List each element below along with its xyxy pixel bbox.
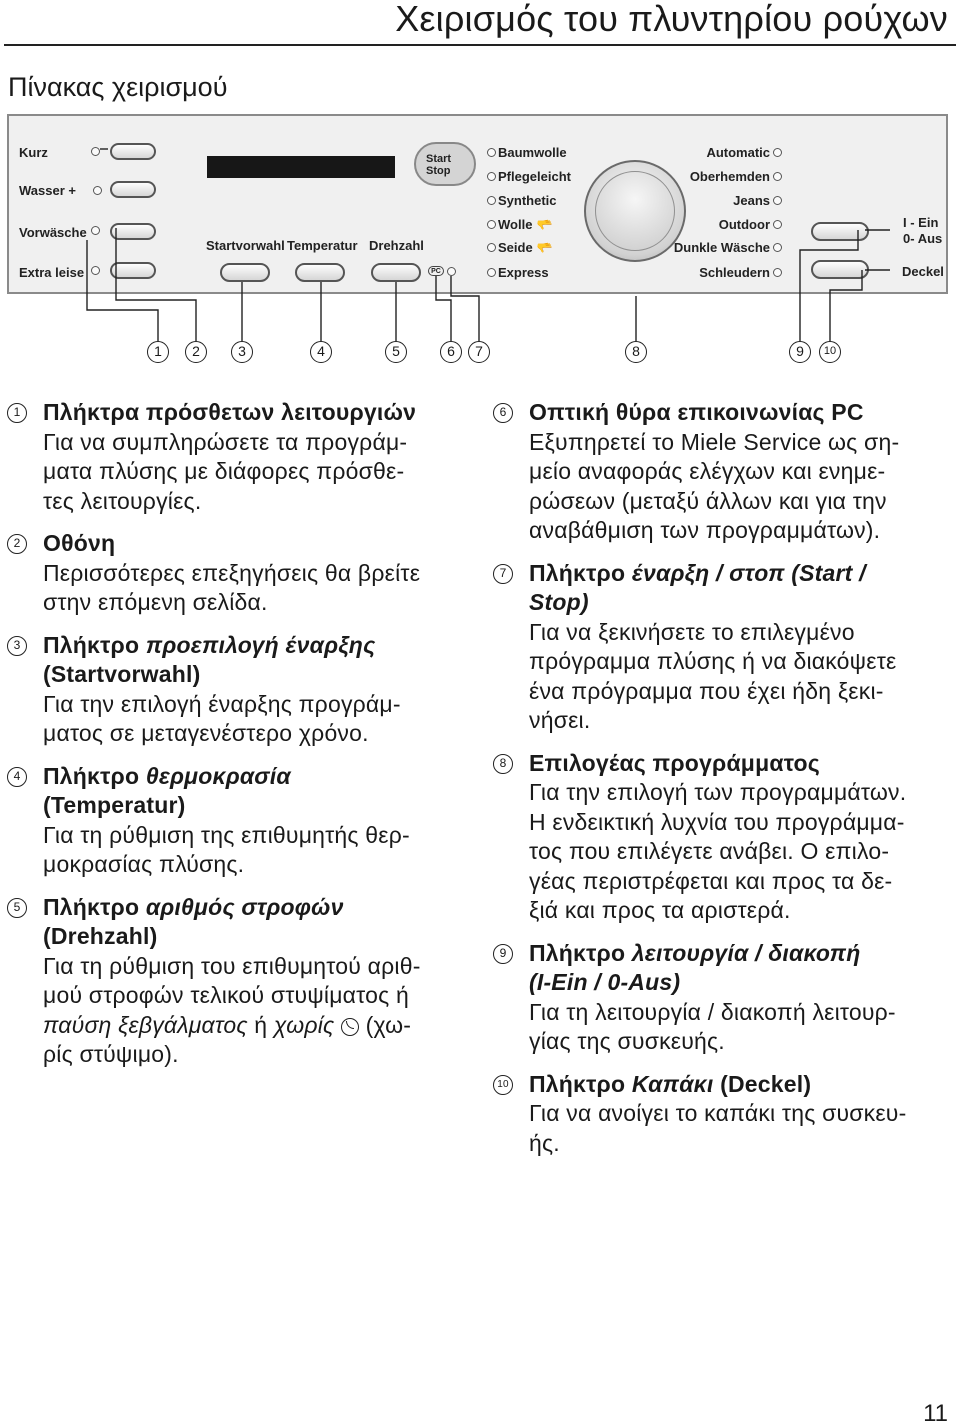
label-temperatur: Temperatur bbox=[287, 238, 358, 253]
item-desc-line: Για την επιλογή των προγραμμάτων. bbox=[529, 779, 907, 805]
callout-9: 9 bbox=[789, 341, 811, 363]
label-kurz: Kurz bbox=[19, 145, 48, 160]
led-vorwaesche bbox=[91, 226, 100, 235]
led-extra-leise bbox=[91, 266, 100, 275]
item-title-suffix: (Deckel) bbox=[713, 1070, 812, 1097]
program-automatic: Automatic bbox=[706, 145, 770, 160]
item-desc-line: τος που επιλέγετε ανάβει. Ο επιλο- bbox=[529, 838, 890, 864]
item-desc-line: ματος σε μεταγενέστερο χρόνο. bbox=[43, 720, 369, 746]
led-automatic bbox=[773, 148, 782, 157]
drehzahl-button[interactable] bbox=[371, 263, 421, 282]
item-number: 8 bbox=[493, 754, 513, 774]
item-title: Πλήκτρα πρόσθετων λειτουργιών bbox=[43, 399, 417, 425]
program-pflegeleicht: Pflegeleicht bbox=[498, 169, 571, 184]
item-title-sub: (Startvorwahl) bbox=[43, 661, 201, 687]
item-desc-line: Εξυπηρετεί το Miele Service ως ση- bbox=[529, 428, 900, 455]
program-seide-row bbox=[498, 240, 553, 256]
page-header-title: Χειρισμός του πλυντηρίου ρούχων bbox=[395, 0, 948, 39]
item-desc-italic: χωρίς bbox=[273, 1011, 335, 1038]
handwash-icon: 🫳 bbox=[536, 240, 553, 255]
item-title bbox=[43, 893, 437, 923]
led-express bbox=[487, 268, 496, 277]
description-item-8 bbox=[493, 749, 923, 926]
start-stop-button[interactable] bbox=[414, 142, 476, 186]
led-baumwolle bbox=[487, 148, 496, 157]
item-desc-line: Για να συμπληρώσετε τα προγράμ- bbox=[43, 428, 408, 455]
description-item-7 bbox=[493, 559, 923, 736]
label-drehzahl: Drehzahl bbox=[369, 238, 424, 253]
item-number: 7 bbox=[493, 564, 513, 584]
power-on-label: I - Ein bbox=[903, 215, 939, 230]
item-title: Επιλογέας προγράμματος bbox=[529, 749, 820, 776]
item-desc-line: ένα πρόγραμμα που έχει ήδη ξεκι- bbox=[529, 677, 884, 704]
item-desc-line: Για τη ρύθμιση του επιθυμητού αριθ- bbox=[43, 952, 421, 979]
item-desc-line: μείο αναφοράς ελέγχων και ενημε- bbox=[529, 458, 886, 484]
item-title-prefix: Πλήκτρο bbox=[529, 939, 632, 966]
descriptions-left-column bbox=[7, 398, 437, 1083]
item-desc-line: τες λειτουργίες. bbox=[43, 487, 202, 514]
led-wolle bbox=[487, 220, 496, 229]
item-title-sub: (Drehzahl) bbox=[43, 923, 158, 949]
item-number: 4 bbox=[7, 767, 27, 787]
label-wasser-plus: Wasser + bbox=[19, 183, 76, 198]
item-desc-line: ής. bbox=[529, 1129, 560, 1156]
item-title-prefix: Πλήκτρο bbox=[43, 631, 146, 658]
descriptions-right-column bbox=[493, 398, 923, 1171]
callout-2: 2 bbox=[185, 341, 207, 363]
page-number: 11 bbox=[923, 1400, 948, 1427]
item-desc-line: γέας περιστρέφεται και προς τα δε- bbox=[529, 867, 893, 894]
item-desc-line: Για να ανοίγει το καπάκι της συσκευ- bbox=[529, 1100, 907, 1126]
item-desc-line: αναβάθμιση των προγραμμάτων). bbox=[529, 517, 881, 543]
item-desc-line: ρίς στύψιμο). bbox=[43, 1041, 179, 1067]
label-startvorwahl: Startvorwahl bbox=[206, 238, 285, 253]
start-label: Start bbox=[426, 153, 452, 165]
led-outdoor bbox=[773, 220, 782, 229]
deckel-label: Deckel bbox=[902, 264, 944, 279]
item-desc-line bbox=[43, 1011, 437, 1041]
item-desc-line: ξιά και προς τα αριστερά. bbox=[529, 897, 791, 923]
program-express: Express bbox=[498, 265, 549, 280]
label-extra-leise: Extra leise bbox=[19, 265, 85, 280]
program-wolle-row bbox=[498, 217, 553, 233]
program-seide: Seide bbox=[498, 240, 533, 255]
item-title: Οθόνη bbox=[43, 530, 116, 556]
item-title-italic: έναρξη / στοπ (Start / bbox=[631, 559, 866, 586]
item-title-sub: Stop) bbox=[529, 589, 589, 615]
item-desc-line: Περισσότερες επεξηγήσεις θα βρείτε bbox=[43, 559, 421, 586]
program-synthetic: Synthetic bbox=[498, 193, 557, 208]
item-desc-line: Για την επιλογή έναρξης προγράμ- bbox=[43, 690, 401, 717]
callout-4: 4 bbox=[310, 341, 332, 363]
power-button[interactable] bbox=[811, 222, 869, 241]
description-item-2 bbox=[7, 529, 437, 618]
callout-8: 8 bbox=[625, 341, 647, 363]
kurz-button[interactable] bbox=[110, 143, 156, 160]
item-desc-line: ρώσεων (μεταξύ άλλων και για την bbox=[529, 487, 887, 514]
extra-leise-button[interactable] bbox=[110, 262, 156, 279]
program-oberhemden: Oberhemden bbox=[689, 169, 770, 184]
program-dunkle-waesche: Dunkle Wäsche bbox=[673, 240, 770, 255]
description-item-4 bbox=[7, 762, 437, 880]
item-title-prefix: Πλήκτρο bbox=[43, 893, 146, 920]
item-desc-text: ή bbox=[247, 1011, 274, 1038]
description-item-3 bbox=[7, 631, 437, 749]
program-wolle: Wolle bbox=[498, 217, 533, 232]
item-number: 1 bbox=[7, 403, 27, 423]
item-title-sub: (Temperatur) bbox=[43, 792, 186, 818]
led-oberhemden bbox=[773, 172, 782, 181]
startvorwahl-button[interactable] bbox=[220, 263, 270, 282]
section-title: Πίνακας χειρισμού bbox=[8, 72, 228, 102]
deckel-button[interactable] bbox=[811, 260, 869, 279]
item-desc-text: (χω- bbox=[359, 1011, 412, 1038]
description-item-6 bbox=[493, 398, 923, 546]
item-title-prefix: Πλήκτρο bbox=[43, 762, 146, 789]
item-desc-line: μοκρασίας πλύσης. bbox=[43, 851, 245, 877]
item-desc-line: νήσει. bbox=[529, 707, 591, 733]
pc-port-icon: PC bbox=[428, 266, 444, 276]
item-number: 3 bbox=[7, 636, 27, 656]
program-selector-knob[interactable] bbox=[595, 171, 675, 251]
led-pflegeleicht bbox=[487, 172, 496, 181]
program-selector-dial[interactable] bbox=[584, 160, 686, 262]
program-schleudern: Schleudern bbox=[699, 265, 770, 280]
item-title-sub: (I-Ein / 0-Aus) bbox=[529, 969, 681, 995]
description-item-10 bbox=[493, 1070, 923, 1159]
handwash-icon: 🫳 bbox=[536, 217, 553, 232]
display-screen bbox=[207, 156, 395, 178]
power-off-label: 0- Aus bbox=[903, 231, 943, 246]
item-desc-line: μού στροφών τελικού στυψίματος ή bbox=[43, 982, 409, 1008]
wasser-plus-button[interactable] bbox=[110, 181, 156, 198]
stop-label: Stop bbox=[426, 165, 451, 177]
item-desc-line: Η ενδεικτική λυχνία του προγράμμα- bbox=[529, 808, 905, 835]
item-desc-line: στην επόμενη σελίδα. bbox=[43, 589, 268, 615]
item-number: 10 bbox=[493, 1075, 513, 1095]
item-title bbox=[529, 939, 923, 969]
item-title-italic: Καπάκι bbox=[631, 1070, 714, 1097]
callout-5: 5 bbox=[385, 341, 407, 363]
item-title-italic: αριθμός στροφών bbox=[145, 893, 344, 920]
item-title bbox=[43, 762, 437, 792]
led-start-stop bbox=[447, 267, 456, 276]
item-title bbox=[43, 631, 437, 661]
item-title: Οπτική θύρα επικοινωνίας PC bbox=[529, 399, 864, 425]
control-panel bbox=[7, 114, 948, 294]
description-item-9 bbox=[493, 939, 923, 1057]
led-seide bbox=[487, 243, 496, 252]
item-desc-line: πρόγραμμα πλύσης ή να διακόψετε bbox=[529, 648, 897, 674]
led-schleudern bbox=[773, 268, 782, 277]
program-baumwolle: Baumwolle bbox=[498, 145, 567, 160]
led-kurz bbox=[91, 147, 100, 156]
item-desc-line: ματα πλύσης με διάφορες πρόσθε- bbox=[43, 458, 405, 484]
item-number: 2 bbox=[7, 534, 27, 554]
led-synthetic bbox=[487, 196, 496, 205]
item-desc-line: Για τη ρύθμιση της επιθυμητής θερ- bbox=[43, 821, 410, 848]
temperatur-button[interactable] bbox=[295, 263, 345, 282]
led-jeans bbox=[773, 196, 782, 205]
callout-6: 6 bbox=[440, 341, 462, 363]
item-title-italic: λειτουργία / διακοπή bbox=[631, 939, 861, 966]
item-desc-line: Για τη λειτουργία / διακοπή λειτουρ- bbox=[529, 998, 896, 1025]
callout-1: 1 bbox=[147, 341, 169, 363]
description-item-5 bbox=[7, 893, 437, 1070]
item-title-italic: προεπιλογή έναρξης bbox=[145, 631, 376, 658]
led-dunkle-waesche bbox=[773, 243, 782, 252]
label-vorwaesche: Vorwäsche bbox=[19, 225, 87, 240]
vorwaesche-button[interactable] bbox=[110, 223, 156, 240]
item-title-prefix: Πλήκτρο bbox=[529, 1070, 632, 1097]
no-spin-icon bbox=[341, 1018, 359, 1036]
description-item-1 bbox=[7, 398, 437, 516]
item-desc-line: Για να ξεκινήσετε το επιλεγμένο bbox=[529, 618, 855, 645]
item-title bbox=[529, 559, 923, 589]
program-outdoor: Outdoor bbox=[718, 217, 770, 232]
callout-3: 3 bbox=[231, 341, 253, 363]
header-divider bbox=[4, 44, 956, 46]
program-jeans: Jeans bbox=[733, 193, 770, 208]
callout-7: 7 bbox=[468, 341, 490, 363]
item-title bbox=[529, 1070, 923, 1100]
item-number: 5 bbox=[7, 898, 27, 918]
item-number: 9 bbox=[493, 944, 513, 964]
item-title-prefix: Πλήκτρο bbox=[529, 559, 632, 586]
item-title-italic: θερμοκρασία bbox=[145, 762, 291, 789]
item-desc-line: γίας της συσκευής. bbox=[529, 1028, 725, 1054]
callout-10: 10 bbox=[819, 341, 841, 363]
item-desc-italic: παύση ξεβγάλματος bbox=[43, 1011, 248, 1038]
led-wasser-plus bbox=[93, 186, 102, 195]
item-number: 6 bbox=[493, 403, 513, 423]
